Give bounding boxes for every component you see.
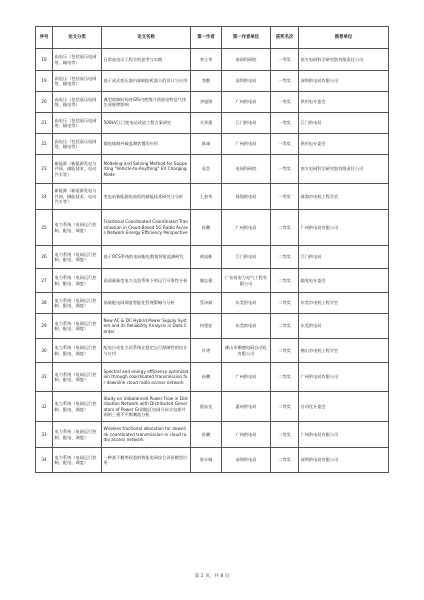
cell-author-unit: 广州供电局 [222,422,271,448]
cell-category: 电力系统（电网运行控制、配电、调度） [53,363,102,392]
cell-category: 电力系统（电网运行控制、配电、调度） [53,210,102,246]
cell-author-unit: 佛山市顺德电网自动化有限公司 [222,339,271,363]
cell-author: 袁浩 [191,155,222,184]
cell-rank: 二等奖 [271,422,299,448]
cell-rank: 一等奖 [271,49,299,71]
cell-author-unit: 广州供电局 [222,363,271,392]
table-row [36,363,389,392]
cell-author: 王金华 [191,184,222,210]
cell-rank: 二等奖 [271,246,299,269]
header-recommender: 推荐单位 [299,27,389,49]
cell-author: 关华强 [191,113,222,134]
cell-recommender: 广州供电局有限公司 [299,210,389,246]
table-row [36,184,389,210]
cell-recommender: 东莞供电局 [299,314,389,339]
cell-author-unit: 深圳供电局 [222,71,271,92]
cell-index: 18 [36,49,53,71]
cell-author-unit: 深圳供电局 [222,448,271,473]
cell-author: 孙鹏 [191,363,222,392]
cell-author-unit: 珠海供电局 [222,184,271,210]
cell-recommender: 深圳供电局有限公司 [299,71,389,92]
table-row [36,339,389,363]
cell-index: 28 [36,293,53,314]
cell-index: 26 [36,246,53,269]
table-row [36,422,389,448]
table-row [36,49,389,71]
cell-rank: 一等奖 [271,184,299,210]
cell-title: 典型故障时间对GIS内绝缘介质放电特征气体生成规律影响 [102,92,191,113]
cell-category: 高电压（包括高压电网络、输电等） [53,49,102,71]
table-header-row [36,27,389,49]
cell-title: 基础配电网调度智能化管理策略与分析 [102,293,191,314]
cell-recommender: 供用电专委会 [299,92,389,113]
table-row [36,113,389,134]
cell-title: Fractional Coordinated Coordinated Transmission in Cloud-Based 5G Radio Access Network Energy Efficiency Perspective [102,210,191,246]
cell-recommender: 广州供电局有限公司 [299,363,389,392]
cell-index: 33 [36,422,53,448]
table-row [36,210,389,246]
cell-title: 基于成式变压器内部缺陷机器人的设计与应用 [102,71,191,92]
cell-index: 19 [36,71,53,92]
cell-title: Modeling and Solving Method for Supporting "Vehicle-to-Anything" EV Charging Mode [102,155,191,184]
cell-rank: 一等奖 [271,92,299,113]
cell-category: 高电压（包括高压电网络、输电等） [53,134,102,155]
cell-index: 30 [36,339,53,363]
cell-recommender: 输变电专委会 [299,269,389,293]
cell-category: 新能源（新能源发电与并网、储能技术、电动汽车等） [53,155,102,184]
cell-title: Study on Unbalanced Power Flow in Distribution Network with Distributed Generators of Power Grid地区电网分布式电源并网的三相不平衡潮流分析 [102,392,191,422]
cell-author-unit: 广州供电局 [222,134,271,155]
cell-author: 詹丰城 [191,448,222,473]
cell-recommender: 佛山市电机工程学会 [299,339,389,363]
cell-rank: 二等奖 [271,448,299,473]
header-title: 论文名称 [102,27,191,49]
cell-recommender: 深圳供电局有限公司 [299,448,389,473]
header-index: 序号 [36,27,53,49]
cell-author: 许勇 [191,339,222,363]
cell-title: 配电自动化主站系统在稳定运行保障性的设计与应用 [102,339,191,363]
cell-title: 基于OCS系统的电网配电数据智能监测研究 [102,246,191,269]
table-row [36,392,389,422]
table-row [36,71,389,92]
cell-category: 电力系统（电网运行控制、配电、调度） [53,293,102,314]
cell-recommender: 江门供电局 [299,113,389,134]
cell-recommender: 南方电网科学研究院有限责任公司 [299,155,389,184]
cell-category: 电力系统（电网运行控制、配电、调度） [53,269,102,293]
cell-recommender: 东莞市电机工程学会 [299,293,389,314]
table-row [36,269,389,293]
cell-rank: 二等奖 [271,293,299,314]
cell-index: 24 [36,184,53,210]
cell-recommender: 广州供电局有限公司 [299,422,389,448]
cell-rank: 一等奖 [271,134,299,155]
cell-category: 电力系统（电网运行控制、配电、调度） [53,339,102,363]
table-row [36,314,389,339]
cell-rank: 二等奖 [271,210,299,246]
cell-rank: 二等奖 [271,392,299,422]
cell-category: 高电压（包括高压电网络、输电等） [53,92,102,113]
cell-index: 34 [36,448,53,473]
cell-author-unit: 广州供电局 [222,210,271,246]
cell-author: 何建安 [191,314,222,339]
cell-author-unit: 东莞供电局 [222,314,271,339]
cell-author: 谢志强 [191,269,222,293]
cell-rank: 一等奖 [271,113,299,134]
cell-index: 29 [36,314,53,339]
cell-recommender: 自动化专委会 [299,392,389,422]
cell-author-unit: 惠州供电局 [222,392,271,422]
cell-recommender: 南方电网科学研究院有限责任公司 [299,49,389,71]
cell-recommender: 珠海市电机工程学会 [299,184,389,210]
table-row [36,246,389,269]
cell-author-unit: 广东省电力电气工程有限公司 [222,269,271,293]
cell-title: 500kV江门变电站改造工程方案研究 [102,113,191,134]
cell-author-unit: 江门供电局 [222,246,271,269]
cell-title: Wireless fractional allocation for downlink coordinated transmission in cloud radio access network [102,422,191,448]
cell-author-unit: 电网科研院 [222,155,271,184]
cell-author: 李勤 [191,71,222,92]
cell-author: 孙鹏 [191,422,222,448]
cell-recommender: 江门供电局 [299,246,389,269]
cell-title: 输电线路外破监测装置的应用 [102,134,191,155]
cell-category: 电力系统（电网运行控制、配电、调度） [53,392,102,422]
cell-index: 25 [36,210,53,246]
cell-category: 高电压（包括高压电网络、输电等） [53,113,102,134]
table-row [36,155,389,184]
cell-title: 高质量新型电力交流系统下的运行可靠性分析 [102,269,191,293]
cell-recommender: 供用电专委会 [299,134,389,155]
cell-index: 23 [36,155,53,184]
cell-author: 齐旭锋 [191,92,222,113]
cell-title: New AC & DC Hybrid Power Supply System and its Reliability Analysis in Data Center [102,314,191,339]
cell-category: 电力系统（电网运行控制、配电、调度） [53,448,102,473]
cell-category: 新能源（新能源发电与并网、储能技术、电动汽车等） [53,184,102,210]
cell-title: Spectral and energy efficiency optimization through coordinated transmission for downlink cloud radio access network [102,363,191,392]
cell-index: 22 [36,134,53,155]
cell-index: 32 [36,392,53,422]
header-rank: 获奖名次 [271,27,299,49]
page-number: 第 2 页，共 8 页 [194,574,230,579]
cell-rank: 一等奖 [271,71,299,92]
cell-author-unit: 江门供电局 [222,113,271,134]
cell-title: 一种基于概率权重的智能电网综合评价模型应用 [102,448,191,473]
header-category: 论文分类 [53,27,102,49]
header-author: 第一作者 [191,27,222,49]
cell-author: 倪泳龙 [191,392,222,422]
table-row [36,92,389,113]
cell-author: 李立华 [191,49,222,71]
cell-author-unit: 南网科研院 [222,49,271,71]
table-row [36,293,389,314]
cell-rank: 二等奖 [271,363,299,392]
cell-title: 日常高电压工程学的思考与实践 [102,49,191,71]
cell-author-unit: 东莞供电局 [222,293,271,314]
cell-author: 黄国栋 [191,246,222,269]
table-row [36,448,389,473]
cell-title: 变电站新能源电池柜的储能技术研究与分析 [102,184,191,210]
award-table [35,26,389,473]
cell-index: 21 [36,113,53,134]
cell-author: 陈诚 [191,134,222,155]
cell-author: 孙鹏 [191,210,222,246]
cell-category: 高电压（包括高压电网络、输电等） [53,71,102,92]
cell-rank: 二等奖 [271,314,299,339]
cell-index: 20 [36,92,53,113]
cell-author-unit: 广州供电局 [222,92,271,113]
cell-rank: 二等奖 [271,339,299,363]
cell-category: 电力系统（电网运行控制、配电、调度） [53,314,102,339]
cell-index: 31 [36,363,53,392]
cell-rank: 一等奖 [271,155,299,184]
cell-rank: 二等奖 [271,269,299,293]
cell-category: 电力系统（电网运行控制、配电、调度） [53,422,102,448]
table-row [36,134,389,155]
cell-index: 27 [36,269,53,293]
cell-category: 电力系统（电网运行控制、配电、调度） [53,246,102,269]
header-author-unit: 第一作者单位 [222,27,271,49]
cell-author: 蔡泽斌 [191,293,222,314]
